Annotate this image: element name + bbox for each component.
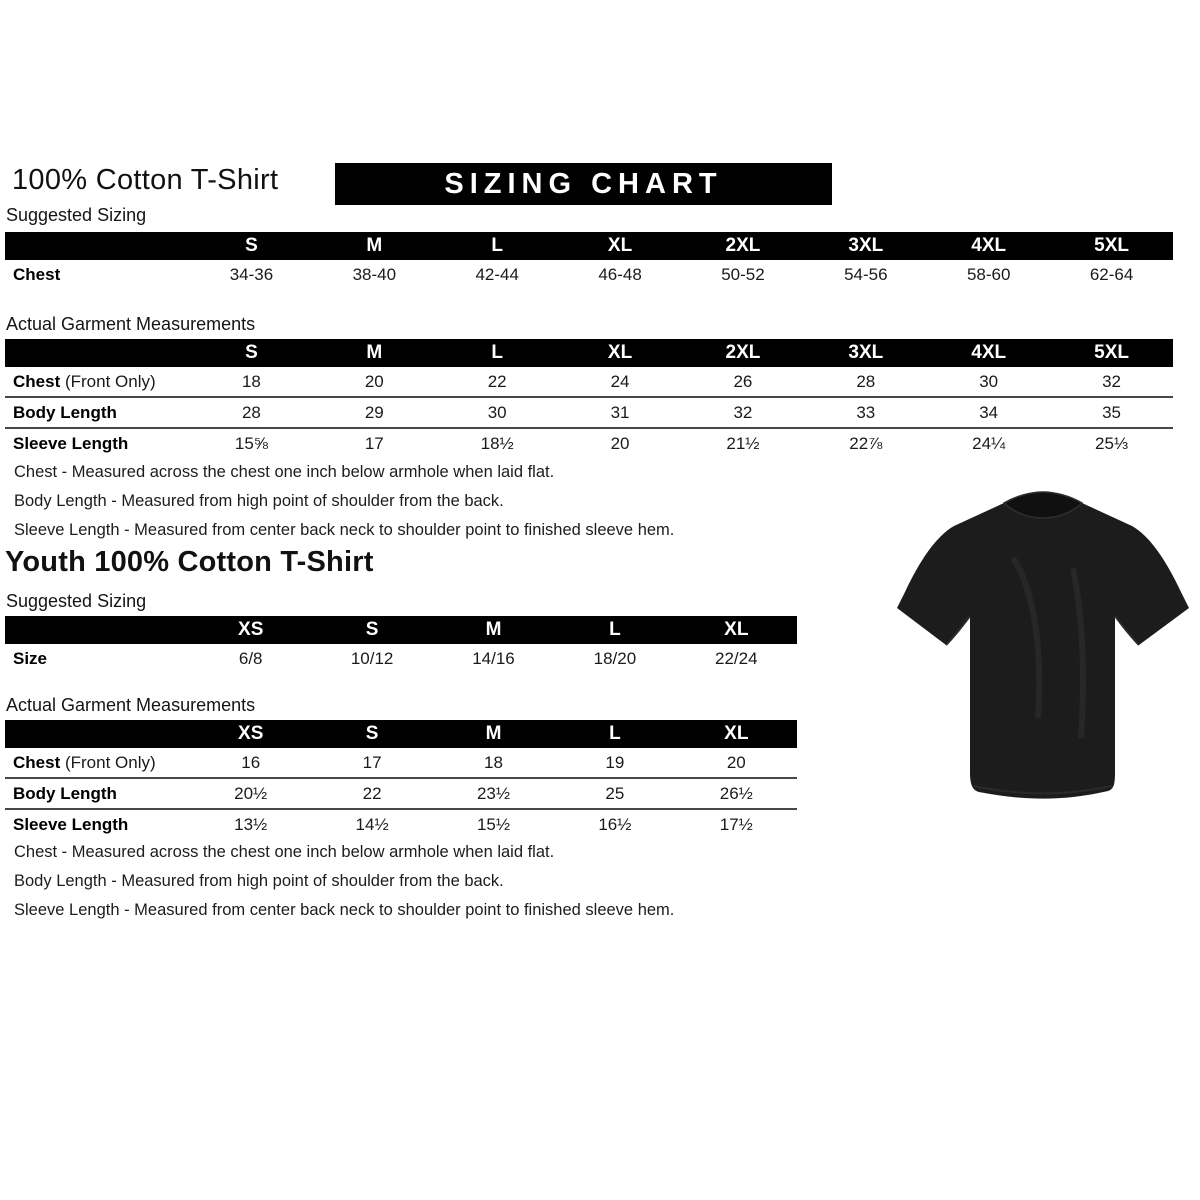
- measurement-cell: 33: [856, 402, 876, 422]
- table-header-row: [5, 232, 1173, 260]
- measurement-cell: 28: [856, 371, 876, 391]
- youth-actual-measurements-table: [5, 720, 797, 839]
- measurement-cell: 17½: [719, 814, 753, 834]
- measurement-cell: 58-60: [966, 264, 1011, 284]
- row-label: Body Length: [13, 402, 117, 422]
- measurement-cell: 26½: [719, 783, 753, 803]
- youth-suggested-sizing-table: [5, 616, 797, 673]
- youth-section-title: Youth 100% Cotton T-Shirt: [5, 546, 374, 578]
- tshirt-body-shape: [897, 492, 1189, 799]
- size-column-header: 3XL: [848, 235, 884, 256]
- measurement-cell: 18: [484, 752, 503, 772]
- measurement-note: Chest - Measured across the chest one inch below armhole when laid flat.: [14, 843, 555, 861]
- measurement-cell: 46-48: [598, 264, 642, 284]
- adult-actual-measurements-label: Actual Garment Measurements: [6, 314, 256, 334]
- measurement-cell: 14½: [355, 814, 389, 834]
- size-column-header: M: [485, 723, 502, 744]
- size-column-header: XL: [607, 342, 633, 363]
- measurement-cell: 32: [1102, 371, 1122, 391]
- measurement-cell: 32: [733, 402, 753, 422]
- measurement-cell: 42-44: [475, 264, 519, 284]
- measurement-cell: 6/8: [238, 648, 263, 668]
- size-column-header: L: [609, 619, 621, 640]
- row-label: Chest (Front Only): [13, 371, 156, 391]
- table-row: [5, 427, 1173, 458]
- measurement-cell: 20: [364, 371, 384, 391]
- size-column-header: 2XL: [725, 342, 761, 363]
- measurement-cell: 23½: [476, 783, 511, 803]
- measurement-cell: 28: [241, 402, 261, 422]
- adult-measurement-notes: [14, 458, 674, 545]
- page-title: 100% Cotton T-Shirt: [12, 164, 279, 196]
- sizing-chart-banner: SIZING CHART: [335, 163, 832, 205]
- table-row: [5, 808, 797, 839]
- size-column-header: XL: [724, 723, 749, 744]
- youth-actual-measurements-label: Actual Garment Measurements: [6, 695, 256, 715]
- size-column-header: L: [491, 235, 503, 256]
- size-column-header: XL: [724, 619, 749, 640]
- table-row: [5, 777, 797, 808]
- youth-measurement-notes: [14, 838, 674, 925]
- measurement-cell: 15½: [476, 814, 511, 834]
- measurement-cell: 17: [362, 752, 382, 772]
- measurement-cell: 38-40: [352, 264, 397, 284]
- measurement-cell: 20: [610, 433, 630, 453]
- measurement-cell: 50-52: [721, 264, 765, 284]
- measurement-cell: 20: [726, 752, 746, 772]
- table-row: [5, 748, 797, 777]
- table-row: [5, 396, 1173, 427]
- measurement-cell: 19: [605, 752, 625, 772]
- table-row: [5, 367, 1173, 396]
- size-column-header: 3XL: [848, 342, 884, 363]
- size-column-header: XS: [238, 723, 264, 744]
- row-label: Chest: [13, 264, 61, 284]
- measurement-note: Chest - Measured across the chest one inch below armhole when laid flat.: [14, 463, 555, 481]
- size-column-header: 5XL: [1094, 235, 1129, 256]
- adult-actual-measurements-table: [5, 339, 1173, 458]
- measurement-cell: 25⅓: [1095, 433, 1129, 453]
- measurement-cell: 34-36: [229, 264, 274, 284]
- measurement-cell: 24¼: [972, 433, 1006, 453]
- measurement-cell: 17: [364, 433, 384, 453]
- measurement-note: Body Length - Measured from high point of shoulder from the back.: [14, 492, 504, 510]
- measurement-cell: 16½: [598, 814, 632, 834]
- measurement-cell: 24: [610, 371, 630, 391]
- size-column-header: L: [609, 723, 621, 744]
- row-label: Sleeve Length: [13, 433, 129, 453]
- measurement-cell: 15⅝: [234, 433, 268, 453]
- adult-suggested-sizing-table: [5, 232, 1173, 289]
- size-column-header: S: [365, 723, 379, 744]
- measurement-cell: 30: [979, 371, 999, 391]
- table-header-row: [5, 720, 797, 748]
- measurement-cell: 21½: [726, 433, 760, 453]
- size-column-header: M: [366, 342, 383, 363]
- measurement-cell: 22⅞: [849, 433, 883, 453]
- measurement-cell: 22/24: [715, 648, 758, 668]
- size-column-header: XS: [238, 619, 264, 640]
- size-column-header: L: [491, 342, 503, 363]
- measurement-note: Body Length - Measured from high point of shoulder from the back.: [14, 872, 504, 890]
- row-label: Sleeve Length: [13, 814, 129, 834]
- measurement-cell: 31: [610, 402, 630, 422]
- size-column-header: M: [485, 619, 502, 640]
- size-column-header: S: [365, 619, 379, 640]
- table-row: [5, 644, 797, 673]
- measurement-cell: 34: [979, 402, 999, 422]
- row-label: Size: [13, 648, 48, 668]
- measurement-cell: 18½: [480, 433, 514, 453]
- size-column-header: S: [245, 342, 258, 363]
- size-column-header: M: [366, 235, 383, 256]
- size-column-header: 5XL: [1094, 342, 1129, 363]
- measurement-cell: 25: [605, 783, 625, 803]
- measurement-cell: 13½: [234, 814, 268, 834]
- row-label: Chest (Front Only): [13, 752, 156, 772]
- size-column-header: S: [245, 235, 258, 256]
- youth-suggested-sizing-label: Suggested Sizing: [6, 591, 147, 611]
- measurement-cell: 54-56: [844, 264, 888, 284]
- size-column-header: 4XL: [971, 342, 1007, 363]
- table-header-row: [5, 616, 797, 644]
- table-header-row: [5, 339, 1173, 367]
- adult-suggested-sizing-label: Suggested Sizing: [6, 205, 147, 225]
- tshirt-product-image: [893, 478, 1193, 810]
- size-column-header: XL: [607, 235, 633, 256]
- measurement-cell: 22: [487, 371, 507, 391]
- table-row: [5, 260, 1173, 289]
- measurement-cell: 18: [241, 371, 261, 391]
- measurement-cell: 10/12: [350, 648, 394, 668]
- size-column-header: 4XL: [971, 235, 1007, 256]
- measurement-cell: 29: [364, 402, 384, 422]
- measurement-cell: 35: [1102, 402, 1122, 422]
- measurement-cell: 18/20: [593, 648, 637, 668]
- size-column-header: 2XL: [725, 235, 761, 256]
- measurement-cell: 20½: [234, 783, 268, 803]
- row-label: Body Length: [13, 783, 117, 803]
- measurement-cell: 16: [241, 752, 261, 772]
- measurement-cell: 14/16: [472, 648, 515, 668]
- measurement-cell: 22: [362, 783, 382, 803]
- measurement-cell: 26: [733, 371, 753, 391]
- measurement-note: Sleeve Length - Measured from center back neck to shoulder point to finished sleeve hem.: [14, 521, 675, 539]
- measurement-note: Sleeve Length - Measured from center back neck to shoulder point to finished sleeve hem.: [14, 901, 675, 919]
- measurement-cell: 62-64: [1089, 264, 1134, 284]
- measurement-cell: 30: [487, 402, 507, 422]
